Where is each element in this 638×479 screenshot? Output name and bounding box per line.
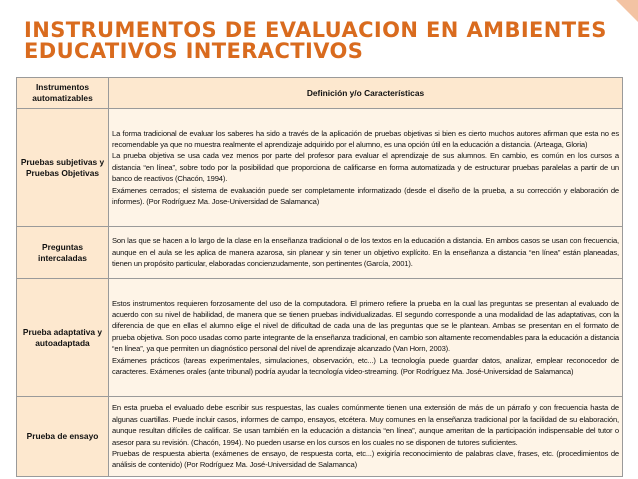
description-paragraph: La prueba objetiva se usa cada vez menos por parte del profesor para evaluar el aprendizaje de sus alumnos. En cambio, es común en los cursos a distancia “en línea”, sobre todo por la posibilidad que proporciona de calificarse en forma automatizada y de estructurar pruebas paralelas a partir de un banco de reactivos (Chacón, 1994). bbox=[112, 151, 619, 184]
header-instruments bbox=[17, 78, 109, 109]
table-row bbox=[17, 279, 623, 397]
corner-decoration bbox=[616, 0, 638, 22]
description-paragraph: En esta prueba el evaluado debe escribir sus respuestas, las cuales comúnmente tienen una extensión de más de un párrafo y con frecuencia hasta de algunas cuartillas. Puede incluir casos, informes de campo, ensayos, etcétera. Muy comunes en la enseñanza tradicional por la facilidad de su elaboración, aunque resultan difíciles de calificar. Se usan también en la educación a distancia “en línea”, aunque ameritan de la participación indispensable del tutor o asesor para su revisión. (Chacón, 1994). No pueden usarse en los cursos en los cuales no se disponen de tutores suficientes. bbox=[112, 403, 619, 447]
row-label-line-2: intercaladas bbox=[38, 252, 87, 263]
row-label bbox=[17, 109, 109, 227]
row-label-line-1: Prueba adaptativa y bbox=[22, 326, 103, 337]
description-paragraph: La forma tradicional de evaluar los saberes ha sido a través de la aplicación de pruebas objetivas si bien es cierto muchos autores afirman que esta no es recomendable ya que no muestra realmente el aprendizaje adquirido por el alumno, es una opción útil en la educación a distancia. (Arteaga, Gloria) bbox=[112, 128, 619, 149]
header-definition: Definición y/o Características bbox=[109, 78, 623, 109]
row-description bbox=[109, 397, 623, 477]
table-header-row bbox=[17, 78, 623, 109]
row-description bbox=[109, 109, 623, 227]
description-paragraph: Estos instrumentos requieren forzosamente del uso de la computadora. El primero refiere la prueba en la cual las preguntas se presentan al evaluado de acuerdo con su nivel de habilidad, de manera que se tienen pruebas individualizadas. El segundo corresponde a una modalidad de las adaptativas, con la diferencia de que en ellas el alumno elige el nivel de dificultad de cada una de las preguntas que se le plantean. Ambas se presentan en el formato de prueba objetiva. Son poco usadas como parte integrante de la enseñanza tradicional, en cambio son altamente recomendables para la educación a distancia “en línea”, ya que permiten un diagnóstico personal del nivel de aprendizaje alcanzado (Van Horn, 2003). bbox=[112, 298, 619, 354]
table-row bbox=[17, 397, 623, 477]
table-row bbox=[17, 227, 623, 279]
header-instruments-line-2: automatizables bbox=[32, 93, 93, 103]
row-label-line-1: Preguntas bbox=[42, 241, 83, 252]
description-paragraph: Exámenes cerrados; el sistema de evaluación puede ser completamente informatizado (desde el diseño de la prueba, a su corrección y elaboración de informes). (Por Rodríguez Ma. Jose-Universidad de Salamanca) bbox=[112, 185, 619, 207]
row-label-line-1: Pruebas subjetivas y bbox=[20, 156, 105, 167]
row-label-line-1: Prueba de ensayo bbox=[26, 431, 99, 441]
row-label-line-2: Pruebas Objetivas bbox=[25, 167, 100, 178]
table-row bbox=[17, 109, 623, 227]
row-description bbox=[109, 279, 623, 397]
row-label bbox=[17, 397, 109, 477]
row-description bbox=[109, 227, 623, 279]
row-label bbox=[17, 279, 109, 397]
slide-title-line-1: INSTRUMENTOS DE EVALUACION EN AMBIENTES bbox=[24, 18, 607, 42]
description-paragraph: Pruebas de respuesta abierta (exámenes de ensayo, de respuesta corta, etc...) exigiría reconocimiento de palabras clave, frases, etc. (procedimientos de análisis de contenido) (Por Rodríguez Ma. José-Universidad de Salamanca) bbox=[112, 448, 619, 470]
description-paragraph: Exámenes prácticos (tareas experimentales, simulaciones, observación, etc...) La tecnología puede guardar datos, analizar, emplear reconocedor de caracteres. Exámenes orales (ante tribunal) podría ayudar la tecnología video-streaming. (Por Rodríguez Ma. José-Universidad de Salamanca) bbox=[112, 355, 619, 377]
slide-title-line-2: EDUCATIVOS INTERACTIVOS bbox=[24, 39, 364, 63]
description-paragraph: Son las que se hacen a lo largo de la clase en la enseñanza tradicional o de los textos en la educación a distancia. En ambos casos se usan con frecuencia, aunque en el aula se les aplica de manera azarosa, sin planear y sin tener un objetivo explícito. En la enseñanza a distancia “en línea” están planeadas, tienen un propósito particular, elaboradas concienzudamente, son pertinentes (García, 2001). bbox=[112, 236, 619, 269]
instruments-table bbox=[16, 77, 623, 477]
row-label-line-2: autoadaptada bbox=[35, 337, 90, 348]
slide-title bbox=[24, 20, 624, 62]
header-instruments-line-1: Instrumentos bbox=[35, 82, 90, 92]
row-label bbox=[17, 227, 109, 279]
